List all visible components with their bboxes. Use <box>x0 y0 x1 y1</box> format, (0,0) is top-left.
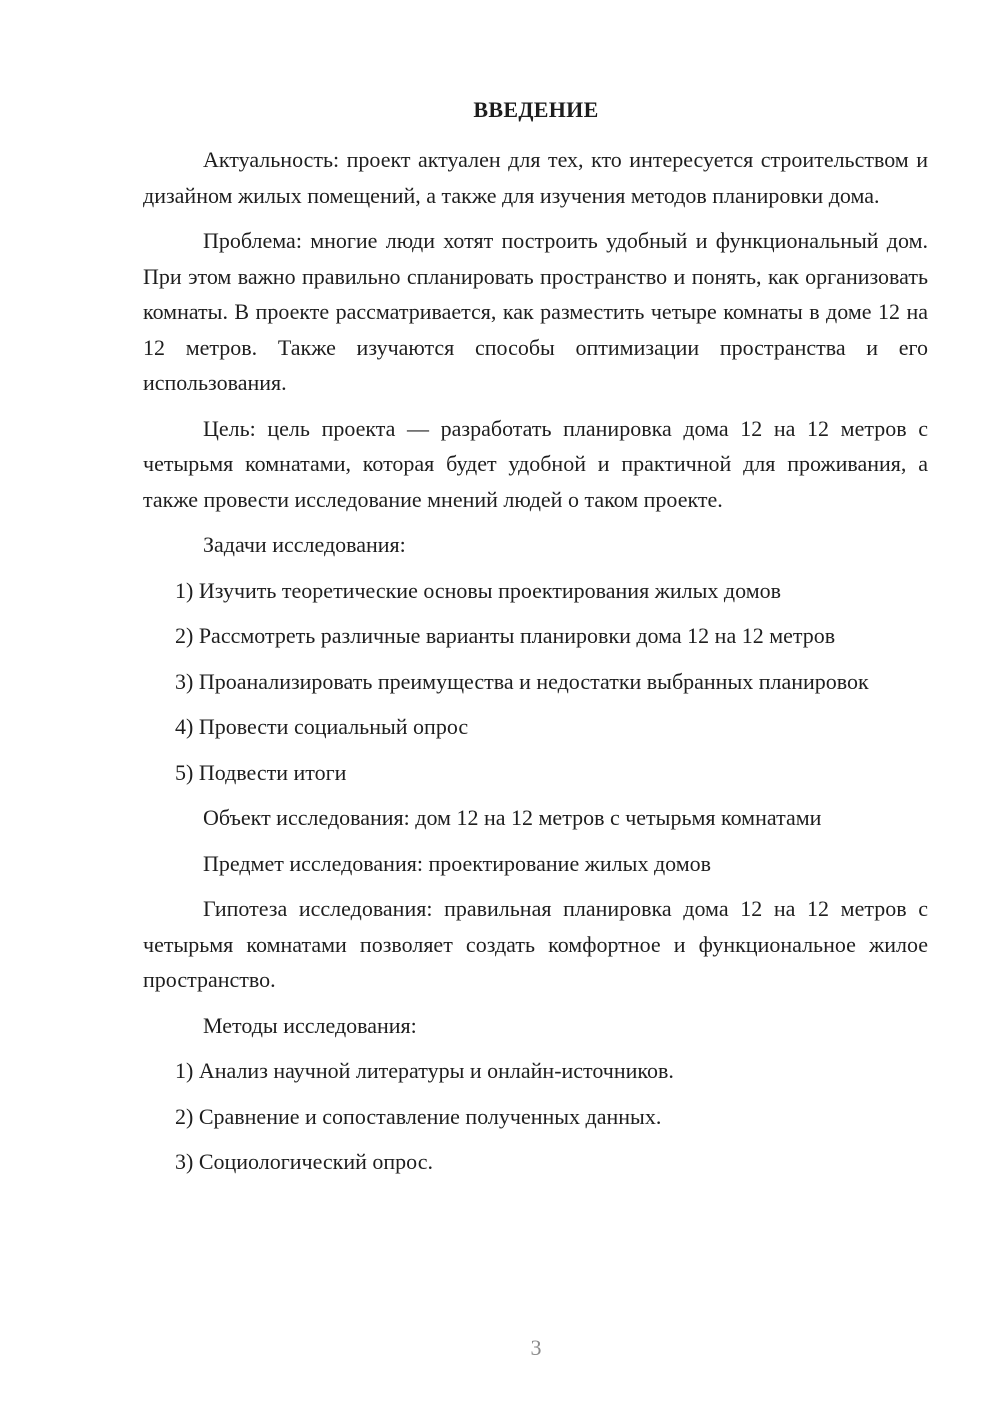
page-title: ВВЕДЕНИЕ <box>473 97 599 122</box>
task-item: 2) Рассмотреть различные варианты планировки дома 12 на 12 метров <box>175 623 836 648</box>
problem-paragraph: Проблема: многие люди хотят построить удобный и функциональный дом. При этом важно правильно спланировать пространство и понять, как организовать комнаты. В проекте рассматривается, как разместить четыре комнаты в доме 12 на 12 метров. Также изучаются способы оптимизации пространства и его использования. <box>143 228 928 395</box>
task-item: 1) Изучить теоретические основы проектирования жилых домов <box>175 577 782 603</box>
document-body <box>143 142 928 1190</box>
page-number: 3 <box>530 1335 542 1360</box>
task-item: 3) Проанализировать преимущества и недостатки выбранных планировок <box>175 668 869 694</box>
tasks-title: Задачи исследования: <box>203 532 406 557</box>
task-item: 4) Провести социальный опрос <box>175 714 469 739</box>
research-hypothesis: Гипотеза исследования: правильная планировка дома 12 на 12 метров с четырьмя комнатами позволяет создать комфортное и функциональное жилое пространство. <box>143 896 928 992</box>
method-item: 3) Социологический опрос. <box>175 1149 433 1174</box>
task-item: 5) Подвести итоги <box>175 759 347 785</box>
methods-title: Методы исследования: <box>203 1012 417 1038</box>
method-item: 2) Сравнение и сопоставление полученных данных. <box>175 1103 662 1129</box>
method-item: 1) Анализ научной литературы и онлайн-источников. <box>175 1058 674 1083</box>
goal-paragraph: Цель: цель проекта — разработать планировка дома 12 на 12 метров с четырьмя комнатами, которая будет удобной и практичной для проживания, а также провести исследование мнений людей о таком проекте. <box>143 415 928 512</box>
research-object: Объект исследования: дом 12 на 12 метров с четырьмя комнатами <box>203 805 822 830</box>
relevance-paragraph: Актуальность: проект актуален для тех, кто интересуется строительством и дизайном жилых помещений, а также для изучения методов планировки дома. <box>143 147 928 208</box>
research-subject: Предмет исследования: проектирование жилых домов <box>203 850 712 876</box>
